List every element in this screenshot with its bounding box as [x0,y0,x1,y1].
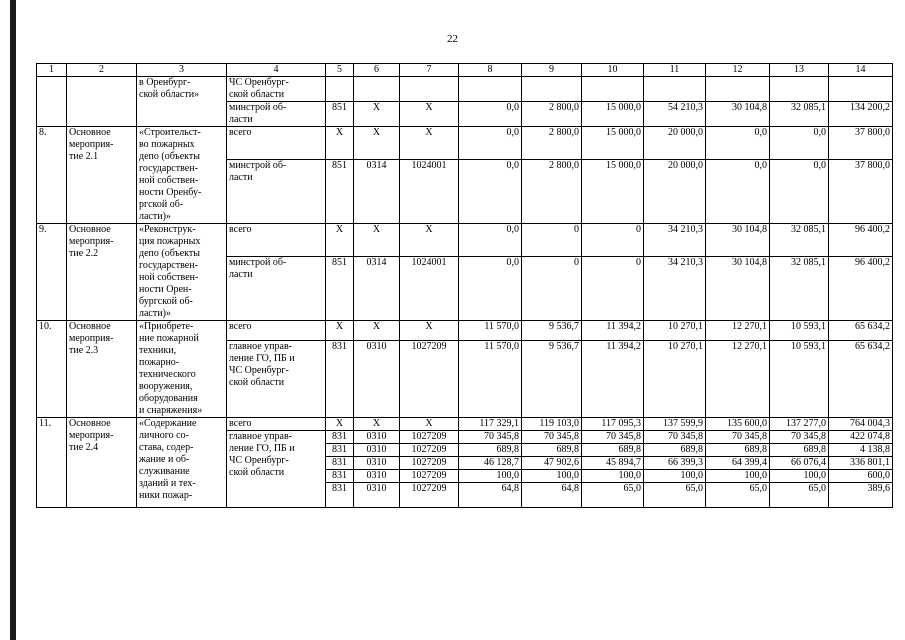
rzpr-cell: 0310 [354,431,400,444]
value-cell: 15 000,0 [582,160,644,224]
rzpr-cell: X [354,418,400,431]
column-header: 4 [227,64,326,77]
column-header: 12 [706,64,770,77]
total-value-cell: 65 634,2 [829,321,893,341]
value-cell: 2 800,0 [522,102,582,127]
total-value-cell: 65 634,2 [829,341,893,418]
binding-edge [10,0,16,640]
grbs-cell: 831 [326,431,354,444]
event-name-cell: Основное мероприя- тие 2.2 [67,224,137,321]
value-cell: 11 570,0 [459,321,522,341]
value-cell: 100,0 [582,470,644,483]
executor-cell: минстрой об- ласти [227,102,326,127]
rzpr-cell: X [354,321,400,341]
value-cell: 9 536,7 [522,321,582,341]
value-cell: 2 800,0 [522,160,582,224]
value-cell: 0,0 [459,127,522,160]
csr-cell: 1027209 [400,483,459,508]
value-cell: 0,0 [770,160,829,224]
table-row [37,418,893,431]
event-description-cell: «Содержание личного со- става, содер- жание и об- служивание зданий и тех- ники пожар- [137,418,227,508]
grbs-cell: X [326,224,354,257]
value-cell: 100,0 [706,470,770,483]
value-cell: 689,8 [706,444,770,457]
total-value-cell: 37 800,0 [829,127,893,160]
table-row [37,321,893,341]
executor-cell: всего [227,127,326,160]
budget-table [36,63,893,508]
csr-cell: 1027209 [400,341,459,418]
value-cell: 20 000,0 [644,160,706,224]
executor-cell: ЧС Оренбург- ской области [227,77,326,102]
value-cell: 117 095,3 [582,418,644,431]
total-value-cell: 37 800,0 [829,160,893,224]
value-cell: 119 103,0 [522,418,582,431]
value-cell: 64,8 [459,483,522,508]
column-header: 2 [67,64,137,77]
value-cell: 10 270,1 [644,341,706,418]
event-name-cell: Основное мероприя- тие 2.4 [67,418,137,508]
grbs-cell: 831 [326,341,354,418]
csr-cell: X [400,102,459,127]
value-cell: 70 345,8 [459,431,522,444]
value-cell: 100,0 [644,470,706,483]
value-cell: 0,0 [459,224,522,257]
row-number-cell: 9. [37,224,67,321]
column-header: 11 [644,64,706,77]
total-value-cell: 422 074,8 [829,431,893,444]
rzpr-cell: 0314 [354,257,400,321]
value-cell: 64,8 [522,483,582,508]
rzpr-cell: 0310 [354,457,400,470]
value-cell: 12 270,1 [706,321,770,341]
value-cell: 689,8 [522,444,582,457]
value-cell: 65,0 [644,483,706,508]
event-name-cell [67,77,137,127]
csr-cell: X [400,418,459,431]
value-cell: 12 270,1 [706,341,770,418]
value-cell: 65,0 [706,483,770,508]
grbs-cell: X [326,321,354,341]
event-description-cell: «Строительст- во пожарных депо (объекты государствен- ной собствен- ности Оренбу- ргской об- ласти)» [137,127,227,224]
grbs-cell: X [326,418,354,431]
csr-cell: 1027209 [400,431,459,444]
row-number-cell: 8. [37,127,67,224]
column-header: 14 [829,64,893,77]
total-value-cell: 4 138,8 [829,444,893,457]
table-row [37,77,893,102]
value-cell: 70 345,8 [522,431,582,444]
grbs-cell: 851 [326,160,354,224]
column-header: 9 [522,64,582,77]
value-cell: 30 104,8 [706,224,770,257]
total-value-cell: 96 400,2 [829,224,893,257]
value-cell: 46 128,7 [459,457,522,470]
grbs-cell: 831 [326,483,354,508]
value-cell: 137 599,9 [644,418,706,431]
rzpr-cell: 0310 [354,341,400,418]
value-cell: 135 600,0 [706,418,770,431]
executor-cell: минстрой об- ласти [227,160,326,224]
value-cell: 137 277,0 [770,418,829,431]
value-cell: 689,8 [459,444,522,457]
value-cell: 117 329,1 [459,418,522,431]
rzpr-cell: 0314 [354,160,400,224]
value-cell: 15 000,0 [582,127,644,160]
value-cell: 65,0 [770,483,829,508]
total-value-cell: 336 801,1 [829,457,893,470]
value-cell: 0,0 [459,160,522,224]
executor-cell: главное управ- ление ГО, ПБ и ЧС Оренбург- ской области [227,341,326,418]
value-cell: 11 394,2 [582,341,644,418]
value-cell: 15 000,0 [582,102,644,127]
column-header: 1 [37,64,67,77]
value-cell: 30 104,8 [706,102,770,127]
value-cell: 47 902,6 [522,457,582,470]
csr-cell: 1027209 [400,470,459,483]
rzpr-cell: 0310 [354,470,400,483]
csr-cell: X [400,321,459,341]
column-header: 7 [400,64,459,77]
row-number-cell [37,77,67,127]
value-cell: 0 [582,224,644,257]
value-cell: 689,8 [644,444,706,457]
value-cell: 100,0 [770,470,829,483]
event-name-cell: Основное мероприя- тие 2.3 [67,321,137,418]
rzpr-cell: X [354,102,400,127]
value-cell: 9 536,7 [522,341,582,418]
csr-cell: X [400,127,459,160]
grbs-cell: 851 [326,102,354,127]
column-header: 5 [326,64,354,77]
csr-cell: 1024001 [400,160,459,224]
rzpr-cell: X [354,224,400,257]
csr-cell: 1027209 [400,457,459,470]
value-cell: 100,0 [522,470,582,483]
column-number-row [37,64,893,77]
total-value-cell: 134 200,2 [829,102,893,127]
value-cell: 689,8 [770,444,829,457]
value-cell: 0,0 [706,127,770,160]
value-cell: 66 399,3 [644,457,706,470]
row-number-cell: 11. [37,418,67,508]
total-value-cell: 764 004,3 [829,418,893,431]
table-row [37,224,893,257]
rzpr-cell: X [354,127,400,160]
event-name-cell: Основное мероприя- тие 2.1 [67,127,137,224]
value-cell: 10 593,1 [770,321,829,341]
value-cell: 0 [522,224,582,257]
column-header: 6 [354,64,400,77]
grbs-cell: 831 [326,444,354,457]
column-header: 13 [770,64,829,77]
csr-cell: 1027209 [400,444,459,457]
value-cell: 689,8 [582,444,644,457]
value-cell: 32 085,1 [770,102,829,127]
value-cell: 70 345,8 [706,431,770,444]
value-cell: 32 085,1 [770,224,829,257]
grbs-cell: 831 [326,470,354,483]
column-header: 8 [459,64,522,77]
rzpr-cell: 0310 [354,444,400,457]
executor-cell: всего [227,321,326,341]
value-cell: 0 [582,257,644,321]
page-number: 22 [447,33,458,45]
total-value-cell: 96 400,2 [829,257,893,321]
value-cell: 10 270,1 [644,321,706,341]
value-cell: 2 800,0 [522,127,582,160]
value-cell: 0,0 [770,127,829,160]
table-row [37,127,893,160]
column-header: 10 [582,64,644,77]
value-cell: 34 210,3 [644,257,706,321]
value-cell: 0 [522,257,582,321]
value-cell: 30 104,8 [706,257,770,321]
rzpr-cell: 0310 [354,483,400,508]
value-cell: 70 345,8 [644,431,706,444]
value-cell: 70 345,8 [770,431,829,444]
total-value-cell: 600,0 [829,470,893,483]
value-cell: 54 210,3 [644,102,706,127]
value-cell: 0,0 [459,257,522,321]
value-cell: 34 210,3 [644,224,706,257]
value-cell: 32 085,1 [770,257,829,321]
value-cell: 20 000,0 [644,127,706,160]
total-value-cell: 389,6 [829,483,893,508]
row-number-cell: 10. [37,321,67,418]
executor-cell: минстрой об- ласти [227,257,326,321]
value-cell: 0,0 [706,160,770,224]
value-cell: 10 593,1 [770,341,829,418]
grbs-cell: 831 [326,457,354,470]
column-header: 3 [137,64,227,77]
value-cell: 100,0 [459,470,522,483]
value-cell: 45 894,7 [582,457,644,470]
event-description-cell: «Приобрете- ние пожарной техники, пожарно- технического вооружения, оборудования и снаряжения» [137,321,227,418]
csr-cell: X [400,224,459,257]
executor-cell: всего [227,224,326,257]
value-cell: 0,0 [459,102,522,127]
value-cell: 70 345,8 [582,431,644,444]
executor-cell: всего [227,418,326,431]
grbs-cell: 851 [326,257,354,321]
csr-cell: 1024001 [400,257,459,321]
value-cell: 11 394,2 [582,321,644,341]
value-cell: 64 399,4 [706,457,770,470]
value-cell: 11 570,0 [459,341,522,418]
value-cell: 65,0 [582,483,644,508]
event-description-cell: в Оренбург- ской области» [137,77,227,127]
executor-cell: главное управ- ление ГО, ПБ и ЧС Оренбург- ской области [227,431,326,508]
event-description-cell: «Реконструк- ция пожарных депо (объекты государствен- ной собствен- ности Орен- бургской об- ласти)» [137,224,227,321]
grbs-cell: X [326,127,354,160]
value-cell: 66 076,4 [770,457,829,470]
